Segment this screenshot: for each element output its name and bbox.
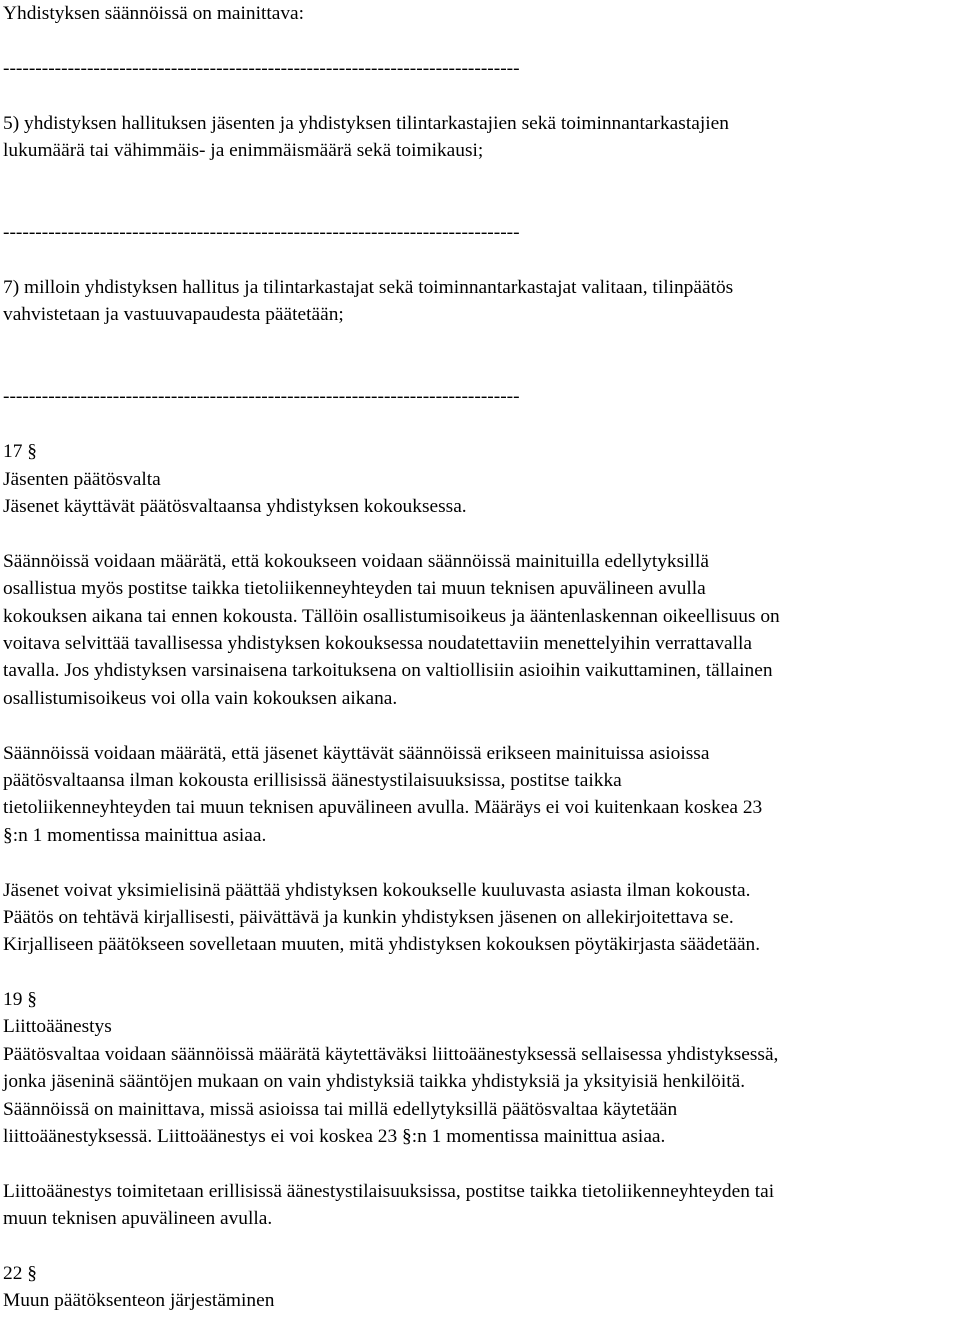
item5-line-2: lukumäärä tai vähimmäis- ja enimmäismäärä sekä toimikausi; xyxy=(3,139,484,161)
section-17-p2-line-1: Säännöissä voidaan määrätä, että jäsenet käyttävät säännöissä erikseen mainituissa asioissa xyxy=(3,742,710,764)
document-body xyxy=(3,0,958,1315)
section-17-number: 17 § xyxy=(3,441,37,463)
section-17-p3-line-2: Päätös on tehtävä kirjallisesti, päivättävä ja kunkin yhdistyksen jäsenen on allekirjoitettava se. xyxy=(3,906,734,928)
section-17-p1-line-4: voitava selvittää tavallisessa yhdistyksen kokouksessa noudatettaviin menettelyihin verrattavalla xyxy=(3,632,753,654)
section-17-p1-line-1: Säännöissä voidaan määrätä, että kokoukseen voidaan säännöissä mainituilla edellytyksillä xyxy=(3,550,709,572)
section-17-p2-line-4: §:n 1 momentissa mainittua asiaa. xyxy=(3,824,267,846)
intro-line: Yhdistyksen säännöissä on mainittava: xyxy=(3,3,305,24)
separator-3: -------------------------------------------------------------------------------- xyxy=(3,386,520,408)
section-17-p3-line-1: Jäsenet voivat yksimielisinä päättää yhdistyksen kokoukselle kuuluvasta asiasta ilman kokousta. xyxy=(3,879,751,901)
section-17-intro: Jäsenet käyttävät päätösvaltaansa yhdistyksen kokouksessa. xyxy=(3,496,467,518)
section-22-title: Muun päätöksenteon järjestäminen xyxy=(3,1290,275,1312)
section-19-p2-line-2: muun teknisen apuvälineen avulla. xyxy=(3,1208,273,1230)
section-17-title: Jäsenten päätösvalta xyxy=(3,468,161,490)
item7-line-1: 7) milloin yhdistyksen hallitus ja tilintarkastajat sekä toiminnantarkastajat valitaan, tilinpäätös xyxy=(3,276,734,298)
section-19-p1-line-2: jonka jäseninä sääntöjen mukaan on vain yhdistyksiä taikka yhdistyksiä ja yksityisiä henkilöitä. xyxy=(3,1071,746,1093)
section-17-p1-line-6: osallistumisoikeus voi olla vain kokouksen aikana. xyxy=(3,687,398,709)
section-19-p1-line-1: Päätösvaltaa voidaan säännöissä määrätä käytettäväksi liittoäänestyksessä sellaisessa yhdistyksessä, xyxy=(3,1043,779,1065)
section-17-p3-line-3: Kirjalliseen päätökseen sovelletaan muuten, mitä yhdistyksen kokouksen pöytäkirjasta säädetään. xyxy=(3,934,761,956)
separator-1: -------------------------------------------------------------------------------- xyxy=(3,57,520,79)
section-19-number: 19 § xyxy=(3,989,37,1011)
section-17-p2-line-2: päätösvaltaansa ilman kokousta erillisissä äänestystilaisuuksissa, postitse taikka xyxy=(3,769,622,791)
section-17-p2-line-3: tietoliikenneyhteyden tai muun teknisen apuvälineen avulla. Määräys ei voi kuitenkaan koskea 23 xyxy=(3,797,763,819)
section-19-p1-line-3: Säännöissä on mainittava, missä asioissa tai millä edellytyksillä päätösvaltaa käytetään xyxy=(3,1098,678,1120)
section-17-p1-line-2: osallistua myös postitse taikka tietoliikenneyhteyden tai muun teknisen apuvälineen avulla xyxy=(3,578,706,600)
section-19-p2-line-1: Liittoäänestys toimitetaan erillisissä äänestystilaisuuksissa, postitse taikka tietoliikenneyhteyden tai xyxy=(3,1180,775,1202)
section-19-title: Liittoäänestys xyxy=(3,1016,112,1038)
item7-line-2: vahvistetaan ja vastuuvapaudesta päätetään; xyxy=(3,304,344,326)
separator-2: -------------------------------------------------------------------------------- xyxy=(3,222,520,244)
section-22-number: 22 § xyxy=(3,1262,37,1284)
section-17-p1-line-3: kokouksen aikana tai ennen kokousta. Tällöin osallistumisoikeus ja ääntenlaskennan oikeellisuus on xyxy=(3,605,780,627)
item5-line-1: 5) yhdistyksen hallituksen jäsenten ja yhdistyksen tilintarkastajien sekä toiminnantarkastajien xyxy=(3,112,729,134)
section-17-p1-line-5: tavalla. Jos yhdistyksen varsinaisena tarkoituksena on valtiollisiin asioihin vaikuttaminen, tällainen xyxy=(3,660,773,682)
section-19-p1-line-4: liittoäänestyksessä. Liittoäänestys ei voi koskea 23 §:n 1 momentissa mainittua asiaa. xyxy=(3,1126,666,1148)
